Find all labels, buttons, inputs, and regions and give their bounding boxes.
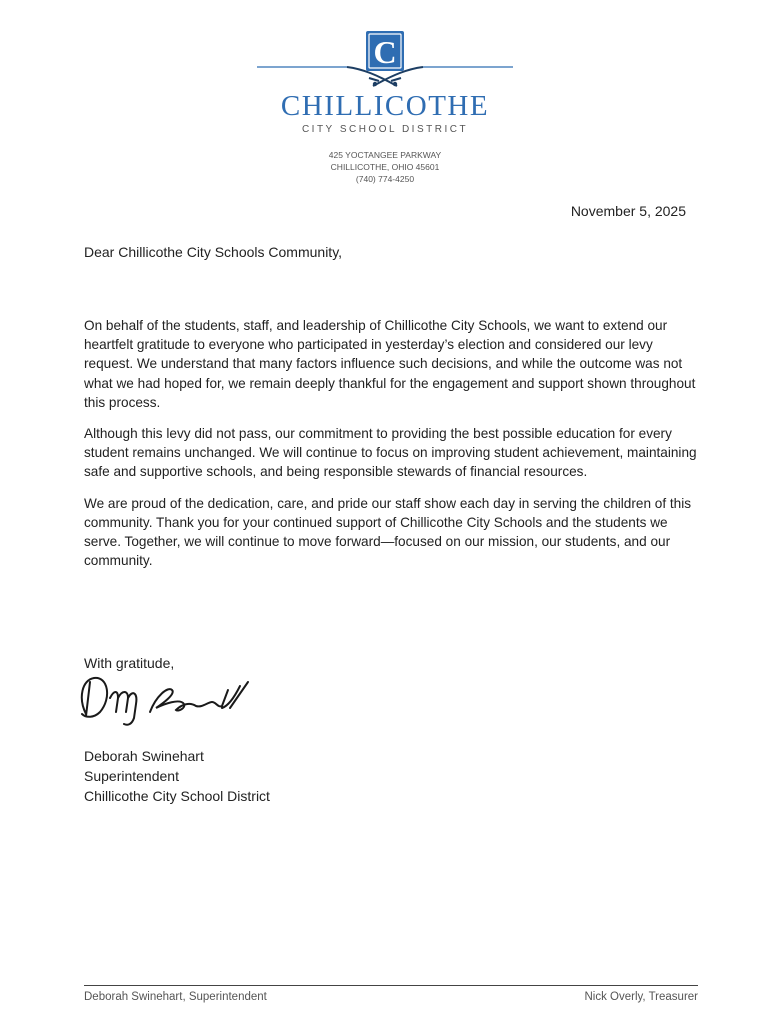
letter-body bbox=[84, 316, 704, 582]
crossed-swords-logo-icon bbox=[255, 28, 515, 90]
district-address bbox=[0, 149, 770, 185]
salutation: Dear Chillicothe City Schools Community, bbox=[84, 244, 343, 260]
address-line-2: CHILLICOTHE, OHIO 45601 bbox=[330, 162, 440, 172]
logo-letter: C bbox=[373, 34, 397, 70]
footer-treasurer: Nick Overly, Treasurer bbox=[584, 991, 698, 1003]
district-logo bbox=[255, 28, 515, 90]
body-paragraph-3: We are proud of the dedication, care, and pride our staff show each day in serving the children of this community. Thank you for your continued support of Chillicothe City Schools and the students we serve. Together, we will continue to move forward—focused on our mission, our students, and our community. bbox=[84, 495, 692, 569]
body-paragraph-1: On behalf of the students, staff, and leadership of Chillicothe City Schools, we want to extend our heartfelt gratitude to everyone who participated in yesterday’s election and considered our levy request. We understand that many factors influence such decisions, and while the outcome was not what we had hoped for, we remain deeply thankful for the engagement and support shown throughout this process. bbox=[84, 318, 696, 410]
phone-number: (740) 774-4250 bbox=[355, 174, 415, 184]
signer-block bbox=[84, 746, 270, 806]
letterhead bbox=[0, 28, 770, 185]
district-name: CHILLICOTHE bbox=[280, 90, 490, 122]
letter-date: November 5, 2025 bbox=[570, 203, 686, 219]
signer-title: Superintendent bbox=[84, 768, 179, 784]
address-line-1: 425 YOCTANGEE PARKWAY bbox=[328, 150, 442, 160]
district-subtitle: CITY SCHOOL DISTRICT bbox=[301, 124, 469, 135]
handwritten-signature bbox=[72, 668, 272, 730]
closing: With gratitude, bbox=[84, 655, 175, 671]
footer-divider bbox=[84, 985, 698, 986]
footer-superintendent: Deborah Swinehart, Superintendent bbox=[84, 991, 267, 1003]
signer-name: Deborah Swinehart bbox=[84, 748, 204, 764]
signer-organization: Chillicothe City School District bbox=[84, 788, 270, 804]
signature-icon bbox=[72, 668, 272, 730]
body-paragraph-2: Although this levy did not pass, our commitment to providing the best possible education for every student remains unchanged. We will continue to focus on improving student achievement, maintaining safe and supportive schools, and being responsible stewards of financial resources. bbox=[84, 426, 697, 480]
